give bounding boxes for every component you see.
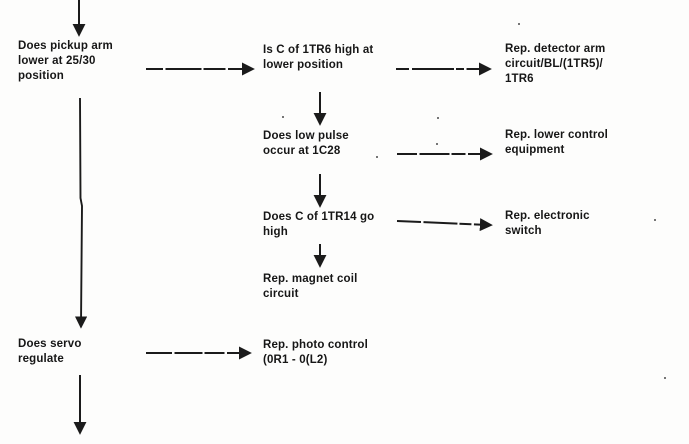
scan-speck [518, 23, 520, 25]
flow-node-servo-regulate-check [18, 337, 82, 367]
node-text-line: occur at 1C28 [263, 145, 341, 157]
node-text-line: Does C of 1TR14 go [263, 211, 375, 223]
node-text-line: lower at 25/30 [18, 55, 96, 67]
scan-speck [376, 156, 378, 158]
flow-node-c-1tr14-check [263, 210, 374, 240]
flow-node-rep-lower-control [505, 128, 608, 158]
node-text-line: Is C of 1TR6 high at [263, 44, 374, 56]
node-text-line: Rep. lower control [505, 129, 609, 141]
node-text-line: lower position [263, 59, 344, 71]
scan-speck [664, 377, 666, 379]
scan-speck [282, 116, 284, 118]
node-text-line: high [263, 226, 288, 238]
node-text-line: (0R1 - 0(L2) [263, 354, 328, 366]
node-text-line: equipment [505, 144, 565, 156]
node-text-line: 1TR6 [505, 73, 534, 85]
node-text-line: Does low pulse [263, 130, 349, 142]
node-text-line: position [18, 70, 64, 82]
flow-node-rep-electronic-switch [505, 209, 590, 239]
node-text-line: Does pickup arm [18, 40, 113, 52]
node-text-line: circuit/BL/(1TR5)/ [505, 58, 603, 70]
node-text-line: Rep. detector arm [505, 43, 606, 55]
node-text-line: Does servo [18, 338, 82, 350]
scan-speck [654, 219, 656, 221]
node-text-line: regulate [18, 353, 64, 365]
flow-node-rep-magnet-coil [263, 272, 357, 302]
arrow-1tr14-to-switch-icon [397, 221, 489, 225]
flow-node-low-pulse-check [263, 129, 349, 159]
node-text-line: Rep. magnet coil [263, 273, 358, 285]
arrow-pickup-to-servo-icon [80, 98, 82, 325]
flow-node-rep-detector-arm [505, 42, 605, 87]
scan-speck [436, 143, 438, 145]
node-text-line: switch [505, 225, 542, 237]
flow-node-is-c-1tr6-check [263, 43, 373, 73]
flow-node-rep-photo-control [263, 338, 368, 368]
node-text-line: circuit [263, 288, 299, 300]
flow-node-pickup-arm-check [18, 39, 113, 84]
node-text-line: Rep. photo control [263, 339, 368, 351]
scan-speck [437, 117, 439, 119]
node-text-line: Rep. electronic [505, 210, 590, 222]
